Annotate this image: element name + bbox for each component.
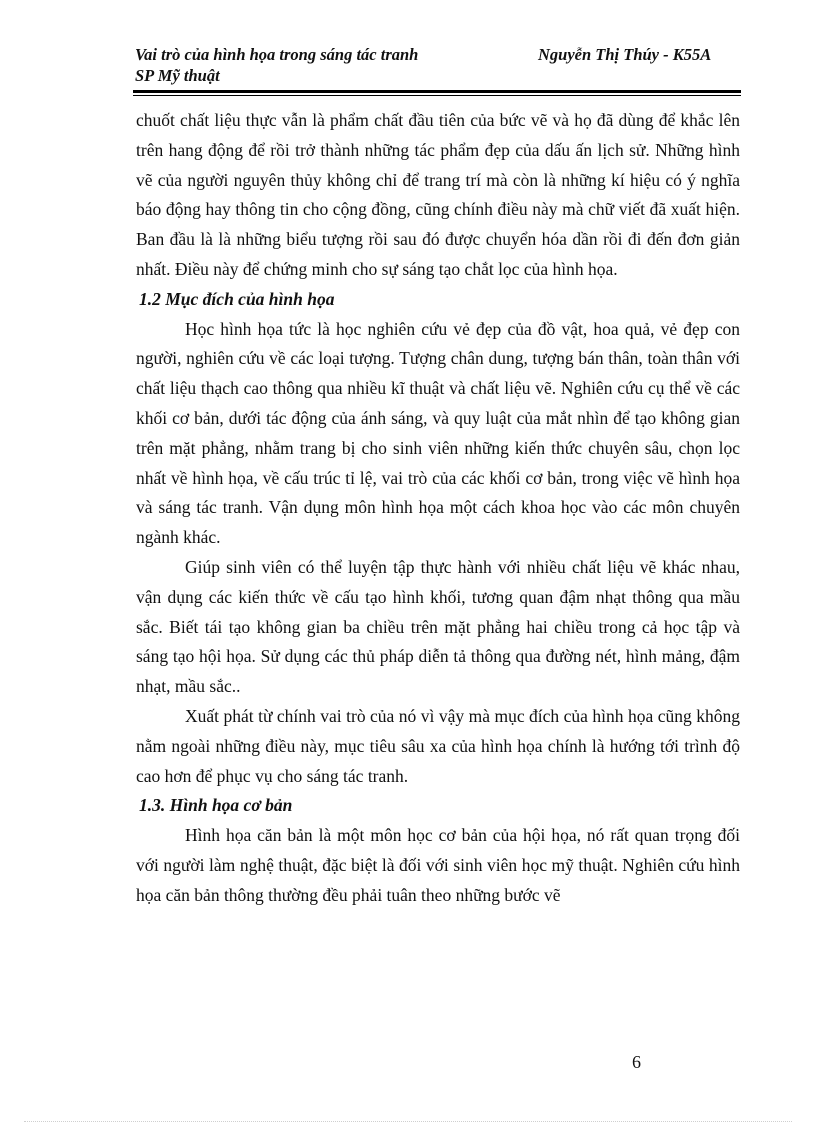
page-bottom-border [24,1121,792,1122]
section-heading-1-2: 1.2 Mục đích của hình họa [139,288,335,309]
header-document-title: Vai trò của hình họa trong sáng tác tranh [135,45,419,64]
paragraph-1-2-b: Giúp sinh viên có thể luyện tập thực hành với nhiều chất liệu vẽ khác nhau, vận dụng các kiến thức về cấu tạo hình khối, tương quan đậm nhạt thông qua mầu sắc. Biết tái tạo không gian ba chiều trên mặt phẳng hai chiều trong cả học tập và sáng tạo hội họa. Sử dụng các thủ pháp diễn tả thông qua đường nét, hình mảng, đậm nhạt, mầu sắc.. [136,556,740,697]
paragraph-1-2-c: Xuất phát từ chính vai trò của nó vì vậy mà mục đích của hình họa cũng không nằm ngoài những điều này, mục tiêu sâu xa của hình họa chính là hướng tới trình độ cao hơn để phục vụ cho sáng tác tranh. [136,705,740,786]
header-author: Nguyễn Thị Thúy - K55A [538,45,712,64]
header-double-rule [133,90,741,96]
page-header [135,44,735,86]
page-number: 6 [632,1052,641,1072]
paragraph-1-2-a: Học hình họa tức là học nghiên cứu vẻ đẹp của đồ vật, hoa quả, vẻ đẹp con người, nghiên cứu về các loại tượng. Tượng chân dung, tượng bán thân, toàn thân với chất liệu thạch cao thông qua nhiều kĩ thuật và chất liệu vẽ. Nghiên cứu cụ thể về các khối cơ bản, dưới tác động của ánh sáng, và quy luật của mắt nhìn để tạo không gian trên mặt phẳng, nhằm trang bị cho sinh viên những kiến thức chuyên sâu, chọn lọc nhất về hình họa, về cấu trúc tỉ lệ, vai trò của các khối cơ bản, trong việc vẽ hình họa và sáng tác tranh. Vận dụng môn hình họa một cách khoa học vào các môn chuyên ngành khác. [136,318,740,548]
paragraph-intro: chuốt chất liệu thực vẫn là phẩm chất đầu tiên của bức vẽ và họ đã dùng để khắc lên trên hang động để rồi trở thành những tác phẩm đẹp của dấu ấn lịch sử. Những hình vẽ của người nguyên thủy không chỉ để trang trí mà còn là những kí hiệu có ý nghĩa báo động hay thông tin cho cộng đồng, cũng chính điều này mà chữ viết đã xuất hiện. Ban đầu là là những biểu tượng rồi sau đó được chuyển hóa dần rồi đi đến đơn giản nhất. Điều này để chứng minh cho sự sáng tạo chắt lọc của hình họa. [136,110,740,279]
paragraph-1-3-a: Hình họa căn bản là một môn học cơ bản của hội họa, nó rất quan trọng đối với người làm nghệ thuật, đặc biệt là đối với sinh viên học mỹ thuật. Nghiên cứu hình họa căn bản thông thường đều phải tuân theo những bước vẽ [136,825,740,905]
page-body [136,106,740,911]
header-department: SP Mỹ thuật [135,66,220,85]
section-heading-1-3: 1.3. Hình họa cơ bản [139,795,293,816]
